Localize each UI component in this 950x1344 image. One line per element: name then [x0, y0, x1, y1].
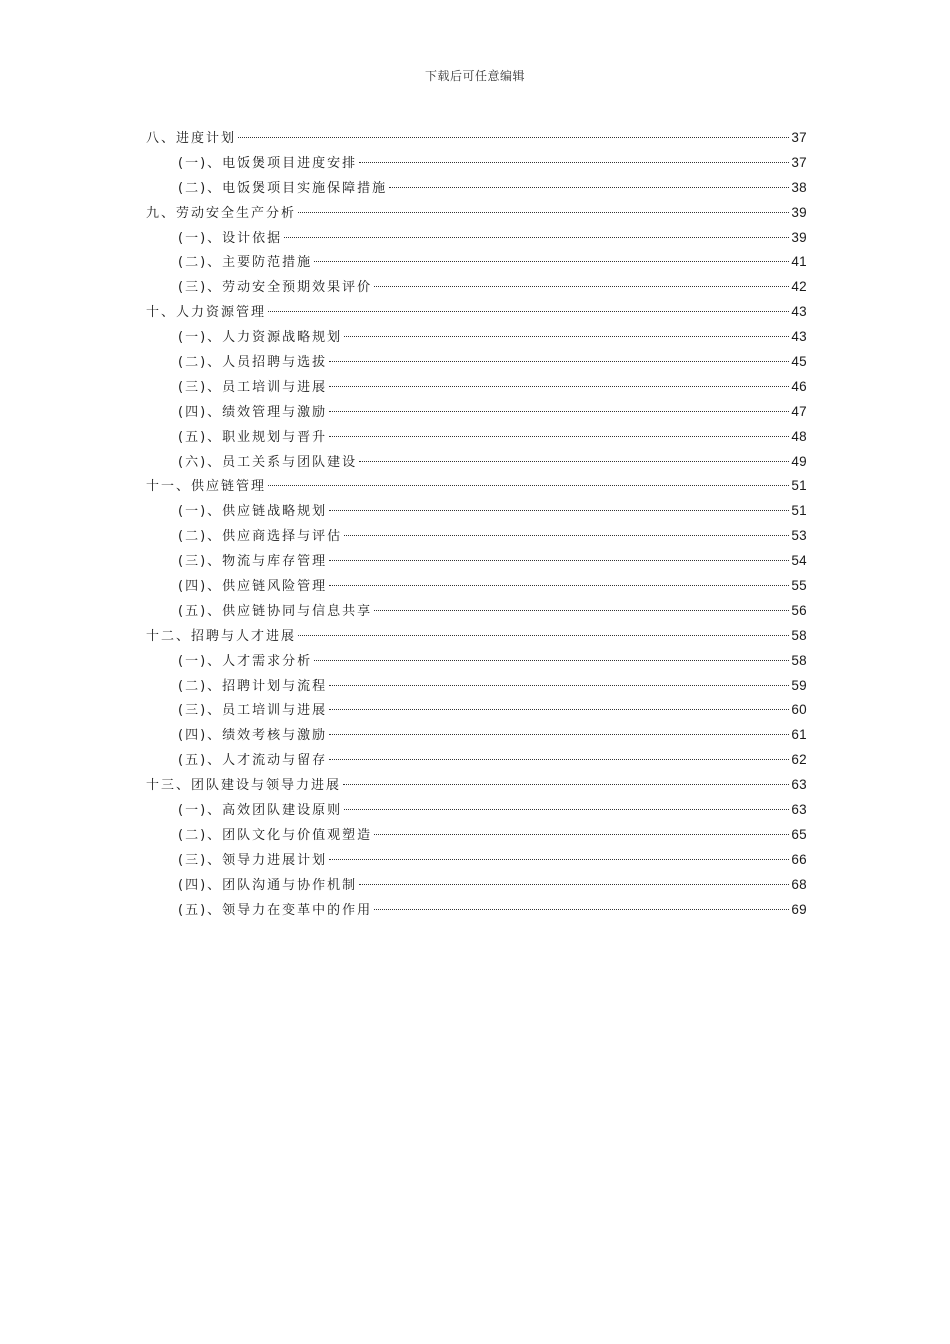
toc-page-number: 54: [791, 553, 807, 569]
toc-page-number: 65: [791, 826, 807, 842]
toc-dot-leader: [238, 137, 789, 138]
toc-entry-title: 十三、团队建设与领导力进展: [146, 778, 342, 794]
toc-chapter-entry[interactable]: [146, 773, 807, 798]
toc-dot-leader: [314, 660, 789, 661]
toc-page-number: 48: [791, 428, 807, 444]
toc-entry-title: (六)、员工关系与团队建设: [178, 454, 358, 470]
toc-section-entry[interactable]: [146, 400, 807, 425]
toc-dot-leader: [284, 237, 789, 238]
toc-dot-leader: [359, 461, 789, 462]
toc-page-number: 51: [791, 478, 807, 494]
header-note: 下载后可任意编辑: [424, 69, 525, 83]
toc-chapter-entry[interactable]: [146, 300, 807, 325]
toc-entry-title: (二)、团队文化与价值观塑造: [178, 827, 373, 843]
toc-dot-leader: [329, 685, 789, 686]
toc-dot-leader: [329, 361, 789, 362]
toc-entry-title: (一)、电饭煲项目进度安排: [178, 155, 358, 171]
toc-section-entry[interactable]: [146, 723, 807, 748]
toc-page-number: 47: [791, 403, 807, 419]
toc-dot-leader: [329, 411, 789, 412]
toc-dot-leader: [329, 859, 789, 860]
toc-section-entry[interactable]: [146, 823, 807, 848]
toc-entry-title: (五)、供应链协同与信息共享: [178, 603, 373, 619]
toc-entry-title: (三)、员工培训与进展: [178, 703, 328, 719]
toc-page-number: 55: [791, 578, 807, 594]
toc-entry-title: (三)、劳动安全预期效果评价: [178, 280, 373, 296]
toc-section-entry[interactable]: [146, 574, 807, 599]
toc-page-number: 63: [791, 777, 807, 793]
toc-page-number: 58: [791, 652, 807, 668]
toc-entry-title: (二)、电饭煲项目实施保障措施: [178, 180, 388, 196]
toc-entry-title: 九、劳动安全生产分析: [146, 205, 297, 221]
toc-dot-leader: [268, 485, 789, 486]
toc-entry-title: (三)、领导力进展计划: [178, 852, 328, 868]
toc-dot-leader: [359, 162, 789, 163]
toc-dot-leader: [329, 560, 789, 561]
toc-section-entry[interactable]: [146, 873, 807, 898]
toc-dot-leader: [343, 784, 789, 785]
toc-entry-title: (一)、供应链战略规划: [178, 504, 328, 520]
toc-entry-title: 十、人力资源管理: [146, 305, 267, 321]
toc-entry-title: (五)、人才流动与留存: [178, 753, 328, 769]
toc-page-number: 39: [791, 204, 807, 220]
toc-section-entry[interactable]: [146, 898, 807, 923]
toc-entry-title: (三)、物流与库存管理: [178, 554, 328, 570]
toc-section-entry[interactable]: [146, 698, 807, 723]
toc-page-number: 43: [791, 304, 807, 320]
toc-entry-title: 十一、供应链管理: [146, 479, 267, 495]
toc-dot-leader: [314, 261, 789, 262]
toc-page-number: 39: [791, 229, 807, 245]
toc-page-number: 61: [791, 727, 807, 743]
toc-page-number: 66: [791, 851, 807, 867]
toc-section-entry[interactable]: [146, 674, 807, 699]
toc-entry-title: (一)、设计依据: [178, 230, 283, 246]
toc-entry-title: (二)、招聘计划与流程: [178, 678, 328, 694]
toc-chapter-entry[interactable]: [146, 201, 807, 226]
toc-page-number: 43: [791, 329, 807, 345]
toc-page-number: 45: [791, 354, 807, 370]
toc-entry-title: (四)、绩效管理与激励: [178, 404, 328, 420]
toc-section-entry[interactable]: [146, 649, 807, 674]
toc-page-number: 59: [791, 677, 807, 693]
toc-section-entry[interactable]: [146, 375, 807, 400]
toc-entry-title: (四)、供应链风险管理: [178, 579, 328, 595]
toc-page-number: 60: [791, 702, 807, 718]
toc-chapter-entry[interactable]: [146, 474, 807, 499]
table-of-contents: [146, 126, 807, 923]
toc-entry-title: (四)、团队沟通与协作机制: [178, 877, 358, 893]
toc-page-number: 62: [791, 752, 807, 768]
toc-entry-title: (三)、员工培训与进展: [178, 379, 328, 395]
toc-section-entry[interactable]: [146, 524, 807, 549]
toc-dot-leader: [374, 909, 789, 910]
toc-page-number: 49: [791, 453, 807, 469]
toc-section-entry[interactable]: [146, 176, 807, 201]
toc-page-number: 56: [791, 602, 807, 618]
toc-dot-leader: [374, 286, 789, 287]
toc-section-entry[interactable]: [146, 425, 807, 450]
toc-dot-leader: [329, 436, 789, 437]
toc-page-number: 38: [791, 179, 807, 195]
toc-section-entry[interactable]: [146, 599, 807, 624]
toc-entry-title: 八、进度计划: [146, 131, 237, 146]
toc-entry-title: (五)、职业规划与晋升: [178, 429, 328, 445]
toc-dot-leader: [344, 336, 789, 337]
toc-section-entry[interactable]: [146, 549, 807, 574]
toc-entry-title: (一)、人才需求分析: [178, 653, 313, 669]
toc-chapter-entry[interactable]: [146, 624, 807, 649]
toc-entry-title: (四)、绩效考核与激励: [178, 728, 328, 744]
toc-entry-title: (二)、人员招聘与选拔: [178, 355, 328, 371]
toc-entry-title: (一)、人力资源战略规划: [178, 330, 343, 346]
toc-section-entry[interactable]: [146, 450, 807, 475]
toc-dot-leader: [329, 759, 789, 760]
toc-section-entry[interactable]: [146, 350, 807, 375]
toc-dot-leader: [374, 610, 789, 611]
toc-section-entry[interactable]: [146, 499, 807, 524]
toc-section-entry[interactable]: [146, 151, 807, 176]
toc-entry-title: 十二、招聘与人才进展: [146, 628, 297, 644]
toc-dot-leader: [298, 635, 789, 636]
toc-page-number: 41: [791, 254, 807, 270]
toc-dot-leader: [359, 884, 789, 885]
toc-page-number: 42: [791, 279, 807, 295]
toc-page-number: 68: [791, 876, 807, 892]
toc-dot-leader: [329, 510, 789, 511]
toc-page-number: 53: [791, 528, 807, 544]
toc-dot-leader: [268, 311, 789, 312]
toc-page-number: 37: [791, 154, 807, 170]
toc-page-number: 37: [791, 130, 807, 145]
toc-section-entry[interactable]: [146, 226, 807, 251]
toc-dot-leader: [329, 709, 789, 710]
toc-section-entry[interactable]: [146, 848, 807, 873]
toc-dot-leader: [344, 809, 789, 810]
toc-dot-leader: [298, 212, 789, 213]
toc-entry-title: (二)、供应商选择与评估: [178, 529, 343, 545]
toc-chapter-entry[interactable]: [146, 126, 807, 151]
toc-entry-title: (二)、主要防范措施: [178, 255, 313, 271]
toc-dot-leader: [374, 834, 789, 835]
toc-entry-title: (五)、领导力在变革中的作用: [178, 902, 373, 918]
toc-section-entry[interactable]: [146, 275, 807, 300]
toc-page-number: 51: [791, 503, 807, 519]
toc-section-entry[interactable]: [146, 798, 807, 823]
toc-page-number: 63: [791, 802, 807, 818]
toc-dot-leader: [329, 386, 789, 387]
toc-section-entry[interactable]: [146, 250, 807, 275]
toc-entry-title: (一)、高效团队建设原则: [178, 803, 343, 819]
toc-dot-leader: [329, 585, 789, 586]
toc-dot-leader: [344, 535, 789, 536]
toc-section-entry[interactable]: [146, 325, 807, 350]
toc-section-entry[interactable]: [146, 748, 807, 773]
toc-page-number: 69: [791, 901, 807, 917]
toc-page-number: 46: [791, 378, 807, 394]
toc-dot-leader: [329, 734, 789, 735]
toc-page-number: 58: [791, 627, 807, 643]
toc-dot-leader: [389, 187, 789, 188]
